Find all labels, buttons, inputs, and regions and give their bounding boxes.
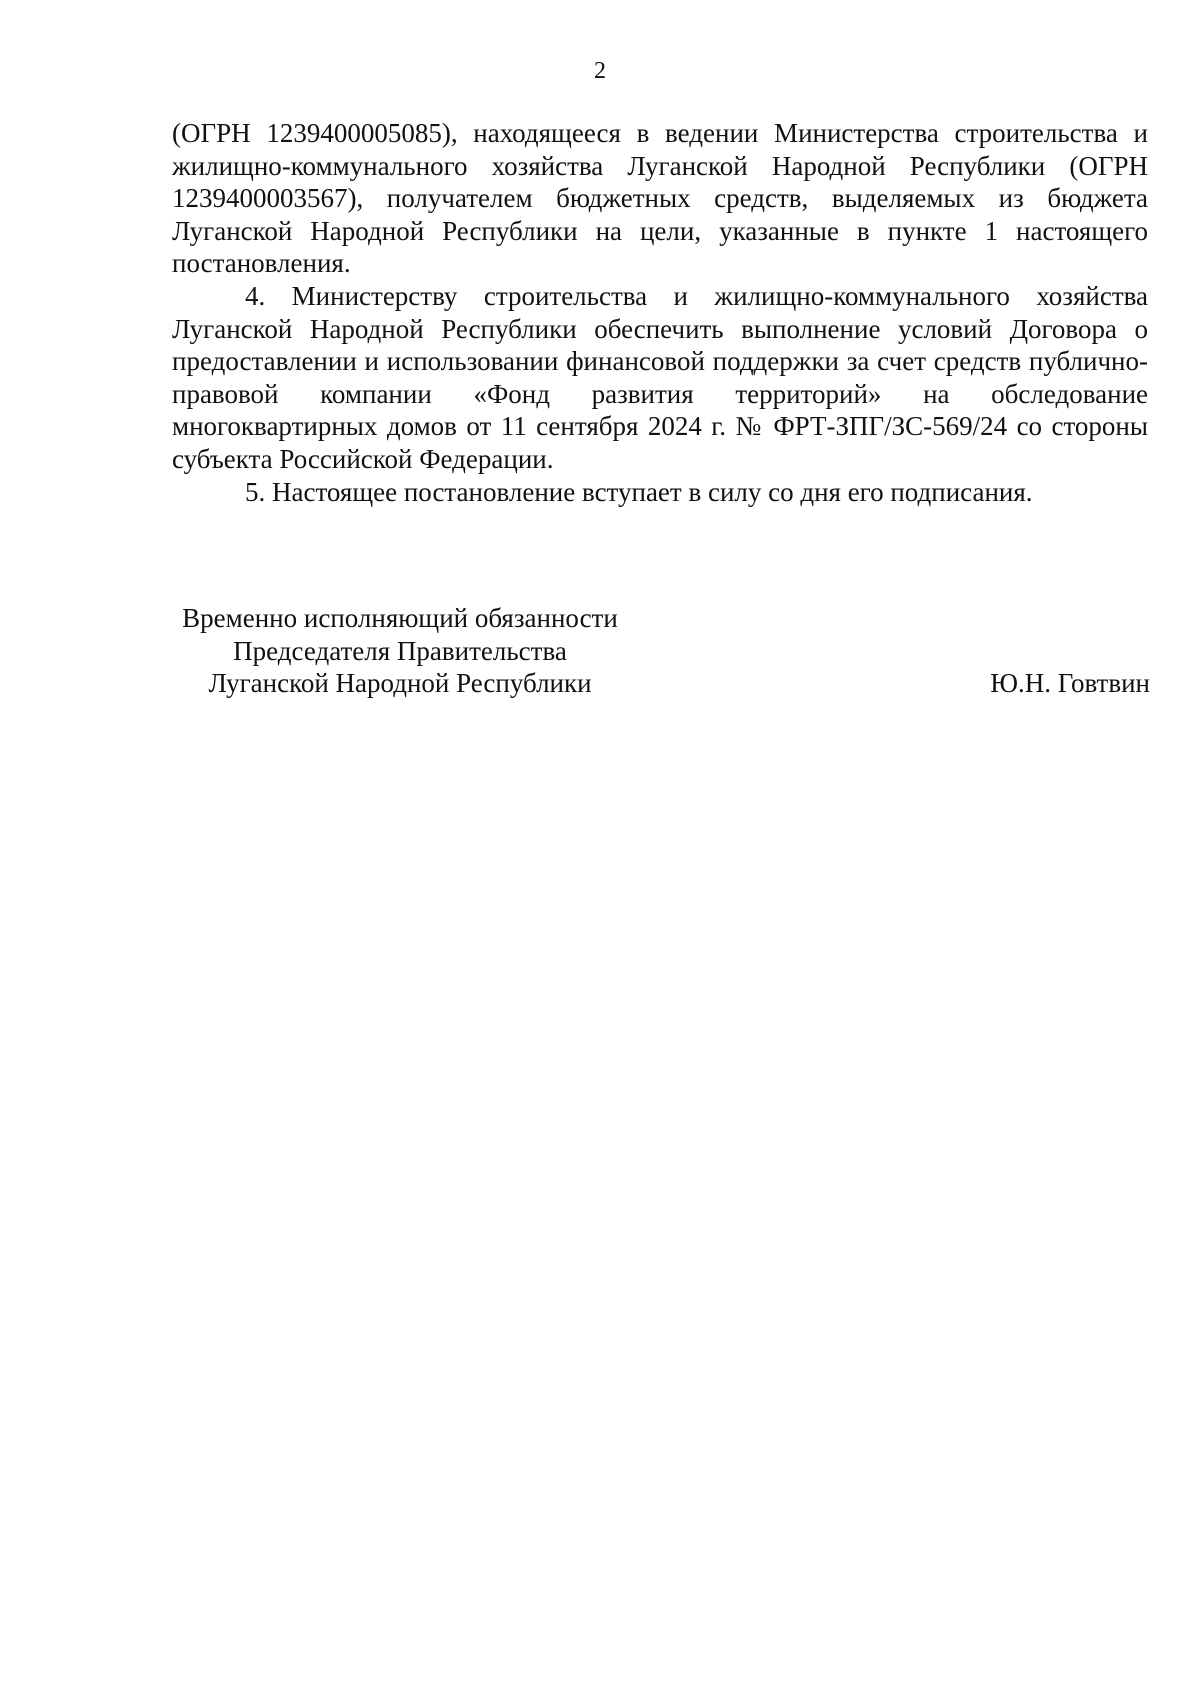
signatory-title [160, 602, 640, 700]
page-number: 2 [594, 58, 606, 84]
paragraph-item-5: 5. Настоящее постановление вступает в силу со дня его подписания. [245, 476, 1033, 507]
document-body [172, 117, 1148, 508]
paragraph-item-4: 4. Министерству строительства и жилищно-коммунального хозяйства Луганской Народной Республики обеспечить выполнение условий Договора о предоставлении и использовании финансовой поддержки за счет средств публично-правовой компании «Фонд развития территорий» на обследование многоквартирных домов от 11 сентября 2024 г. № ФРТ-ЗПГ/ЗС-569/24 со стороны субъекта Российской Федерации. [172, 280, 1148, 474]
signatory-title-line-3: Луганской Народной Республики [208, 668, 592, 698]
signatory-title-line-1: Временно исполняющий обязанности [182, 603, 618, 633]
paragraph-continuation: (ОГРН 1239400005085), находящееся в ведении Министерства строительства и жилищно-коммунального хозяйства Луганской Народной Республики (ОГРН 1239400003567), получателем бюджетных средств, выделяемых из бюджета Луганской Народной Республики на цели, указанные в пункте 1 настоящего постановления. [172, 118, 1148, 279]
signatory-title-line-2: Председателя Правительства [233, 635, 567, 666]
signatory-name: Ю.Н. Говтвин [990, 668, 1150, 698]
